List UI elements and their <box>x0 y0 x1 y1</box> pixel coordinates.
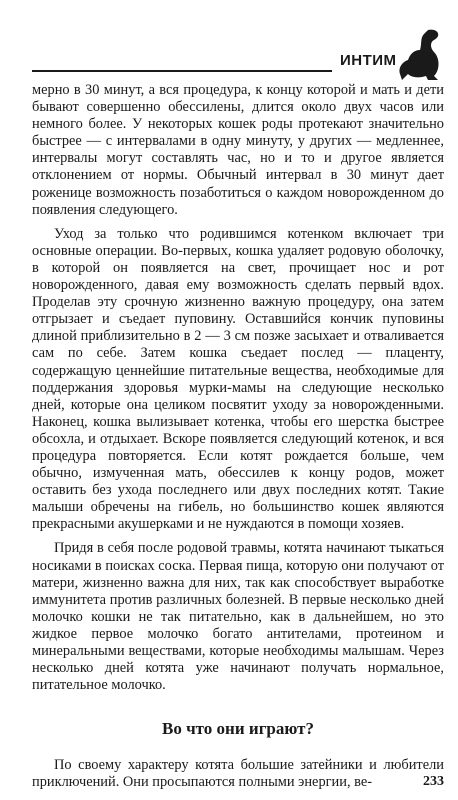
paragraph: Придя в себя после родовой травмы, котята начинают тыкаться носиками в поисках соска. Первая пища, которую они получают от матери, жизненно важна для них, так как способствует выработке иммунитета против различных болезней. В первые несколько дней молочко кошки не так питательно, как в дальнейшем, но это жидкое первое молочко богато антителами, протеином и минеральными веществами, которые необходимы малышам. Через несколько дней котята уже начинают получать нормальное, питательное молочко. <box>32 540 444 694</box>
page-body <box>32 82 444 792</box>
paragraph: мерно в 30 минут, а вся процедура, к концу которой и мать и дети бывают совершенно обессилены, длится около двух часов или немного более. У некоторых кошек роды протекают значительно быстрее — с интервалами в одну минуту, у других — медленнее, интервалы могут составлять час, но и то и другое является отклонением от нормы. Обычный интервал в 30 минут дает роженице возможность позаботиться о каждом новорожденном до появления следующего. <box>32 82 444 218</box>
cat-silhouette-icon <box>398 28 444 82</box>
section-title: ИНТИМ <box>340 52 397 69</box>
page-number: 233 <box>423 774 444 789</box>
section-heading: Во что они играют? <box>162 719 314 739</box>
paragraph: Уход за только что родившимся котенком включает три основные операции. Во-первых, кошка удаляет родовую оболочку, в которой он появляется на свет, прочищает нос и рот новорожденного, давая ему возможность сделать первый вдох. Проделав эту срочную жизненно важную процедуру, она затем отгрызает и съедает пуповину. Оставшийся кончик пуповины длиной приблизительно в 2 — 3 см позже засыхает и отваливается сам по себе. Затем кошка съедает послед — плаценту, содержащую ценнейшие питательные вещества, необходимые для поддержания здоровья мурки-мамы на следующие несколько дней, которые она целиком посвятит уходу за новорожденными. Наконец, кошка вылизывает котенка, чтобы его шерстка быстрее обсохла, и отдыхает. Вскоре появляется следующий котенок, и вся процедура повторяется. Если котят рождается больше, чем обычно, измученная мать, обессилев к концу родов, может оставить без ухода последнего или двух последних котят. Такие малыши обречены на гибель, но большинство кошек являются прекрасными акушерками и не нуждаются в помощи хозяев. <box>32 225 444 533</box>
header-rule <box>32 70 332 72</box>
paragraph: По своему характеру котята большие затейники и любители приключений. Они просыпаются полными энергии, ве- <box>32 757 444 791</box>
